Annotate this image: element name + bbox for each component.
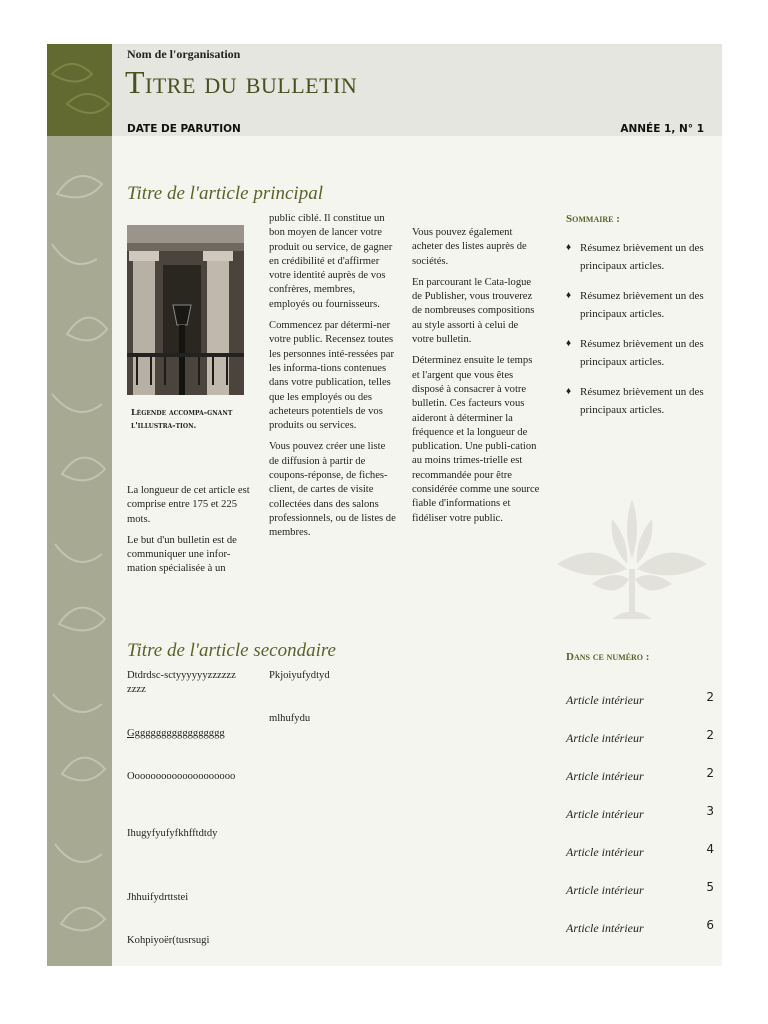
fleuron-ornament-icon — [557, 499, 707, 629]
paragraph: Commencez par détermi-ner votre public. Recensez toutes les personnes inté-ressées par les informa-tions contenues dans votre publication, telles que les employés ou des acheteurs potentiels de vos produits ou services. — [269, 320, 395, 432]
diamond-bullet-icon: ♦ — [566, 242, 572, 253]
list-item: mlhufydu — [269, 713, 311, 724]
toc-page-number: 2 — [706, 766, 714, 780]
toc-label: Article intérieur — [566, 883, 644, 897]
diamond-bullet-icon: ♦ — [566, 386, 572, 397]
sommaire-heading: Sommaire : — [566, 213, 620, 225]
article-photo — [127, 225, 244, 395]
toc-label: Article intérieur — [566, 769, 644, 783]
list-item: Ihugyfyufyfkhfftdtdy — [127, 828, 218, 839]
decorative-sidebar — [47, 44, 112, 966]
paragraph: Vous pouvez également acheter des listes auprès de sociétés. — [412, 227, 527, 267]
list-item: Dtdrdsc-sctyyyyyyzzzzzzzzzz — [127, 670, 236, 695]
paragraph: Le but d'un bulletin est de communiquer une infor-mation spécialisée à un — [127, 534, 237, 575]
summary-list — [566, 239, 716, 431]
diamond-bullet-icon: ♦ — [566, 338, 572, 349]
paragraph: En parcourant le Cata-logue de Publisher, vous trouverez de nombreuses compositions au style assorti à celui de votre bulletin. — [412, 276, 535, 346]
toc-item[interactable] — [566, 880, 714, 903]
photo-caption: Légende accompa-gnant l'illustra-tion. — [131, 407, 233, 430]
toc-page-number: 2 — [706, 728, 714, 742]
colonnade-lamp-image — [127, 225, 244, 395]
issue-number: ANNÉE 1, N° 1 — [620, 123, 704, 135]
toc-item[interactable] — [566, 918, 714, 941]
toc-label: Article intérieur — [566, 921, 644, 935]
toc-item[interactable] — [566, 766, 714, 789]
newsletter-page — [47, 44, 722, 966]
list-item: Pkjoiyufydtyd — [269, 670, 330, 681]
toc-item[interactable] — [566, 690, 714, 713]
leaf-ornament-icon — [47, 44, 112, 136]
toc-item[interactable] — [566, 804, 714, 827]
summary-item: ♦ Résumez brièvement un des principaux articles. — [566, 239, 716, 275]
paragraph: Déterminez ensuite le temps et l'argent que vous êtes disposé à consacrer à votre bulletin. Ces facteurs vous aideront à déterminer la fréquence et la longueur de publication. Une publi-cation au moins trimes-trielle est recommandée pour être considérée comme une source fiable d'informations et fidéliser votre public. — [412, 355, 540, 524]
main-article-column-1 — [127, 484, 255, 584]
diamond-bullet-icon: ♦ — [566, 290, 572, 301]
secondary-article-title: Titre de l'article secondaire — [127, 640, 336, 661]
toc-heading: Dans ce numéro : — [566, 651, 650, 663]
paragraph: Vous pouvez créer une liste de diffusion à partir de coupons-réponse, de fiches-client, de cartes de visite collectées dans des salons professionnels, ou de listes de membres. — [269, 441, 396, 539]
toc-label: Article intérieur — [566, 845, 644, 859]
toc-label: Article intérieur — [566, 693, 644, 707]
publication-date: DATE DE PARUTION — [127, 123, 241, 135]
list-item: Gggggggggggggggggg — [127, 728, 225, 739]
main-article-column-3 — [412, 226, 542, 533]
main-article-column-2 — [269, 212, 397, 548]
toc-page-number: 6 — [706, 918, 714, 932]
toc-item[interactable] — [566, 728, 714, 751]
newsletter-title: Titre du bulletin — [125, 64, 358, 100]
toc-label: Article intérieur — [566, 731, 644, 745]
toc-page-number: 3 — [706, 804, 714, 818]
toc-page-number: 5 — [706, 880, 714, 894]
summary-item: ♦ Résumez brièvement un des principaux articles. — [566, 335, 716, 371]
toc-page-number: 2 — [706, 690, 714, 704]
list-item: Jhhuifydrttstei — [127, 892, 189, 903]
list-item: Kohpiyoër(tusrsugi — [127, 935, 210, 946]
summary-item: ♦ Résumez brièvement un des principaux articles. — [566, 287, 716, 323]
paragraph: public ciblé. Il constitue un bon moyen de lancer votre produit ou service, de gagner en crédibilité et d'affirmer votre identité auprès de vos confrères, membres, employés ou fournisseurs. — [269, 213, 393, 310]
list-item: Oooooooooooooooooooo — [127, 771, 236, 782]
paragraph: La longueur de cet article est comprise entre 175 et 225 mots. — [127, 485, 250, 525]
sidebar-header-block — [47, 44, 112, 136]
floral-pattern-icon — [47, 44, 112, 966]
summary-item: ♦ Résumez brièvement un des principaux articles. — [566, 383, 716, 419]
organization-name: Nom de l'organisation — [127, 47, 241, 61]
main-article-title: Titre de l'article principal — [127, 183, 323, 204]
toc-label: Article intérieur — [566, 807, 644, 821]
toc-page-number: 4 — [706, 842, 714, 856]
toc-item[interactable] — [566, 842, 714, 865]
